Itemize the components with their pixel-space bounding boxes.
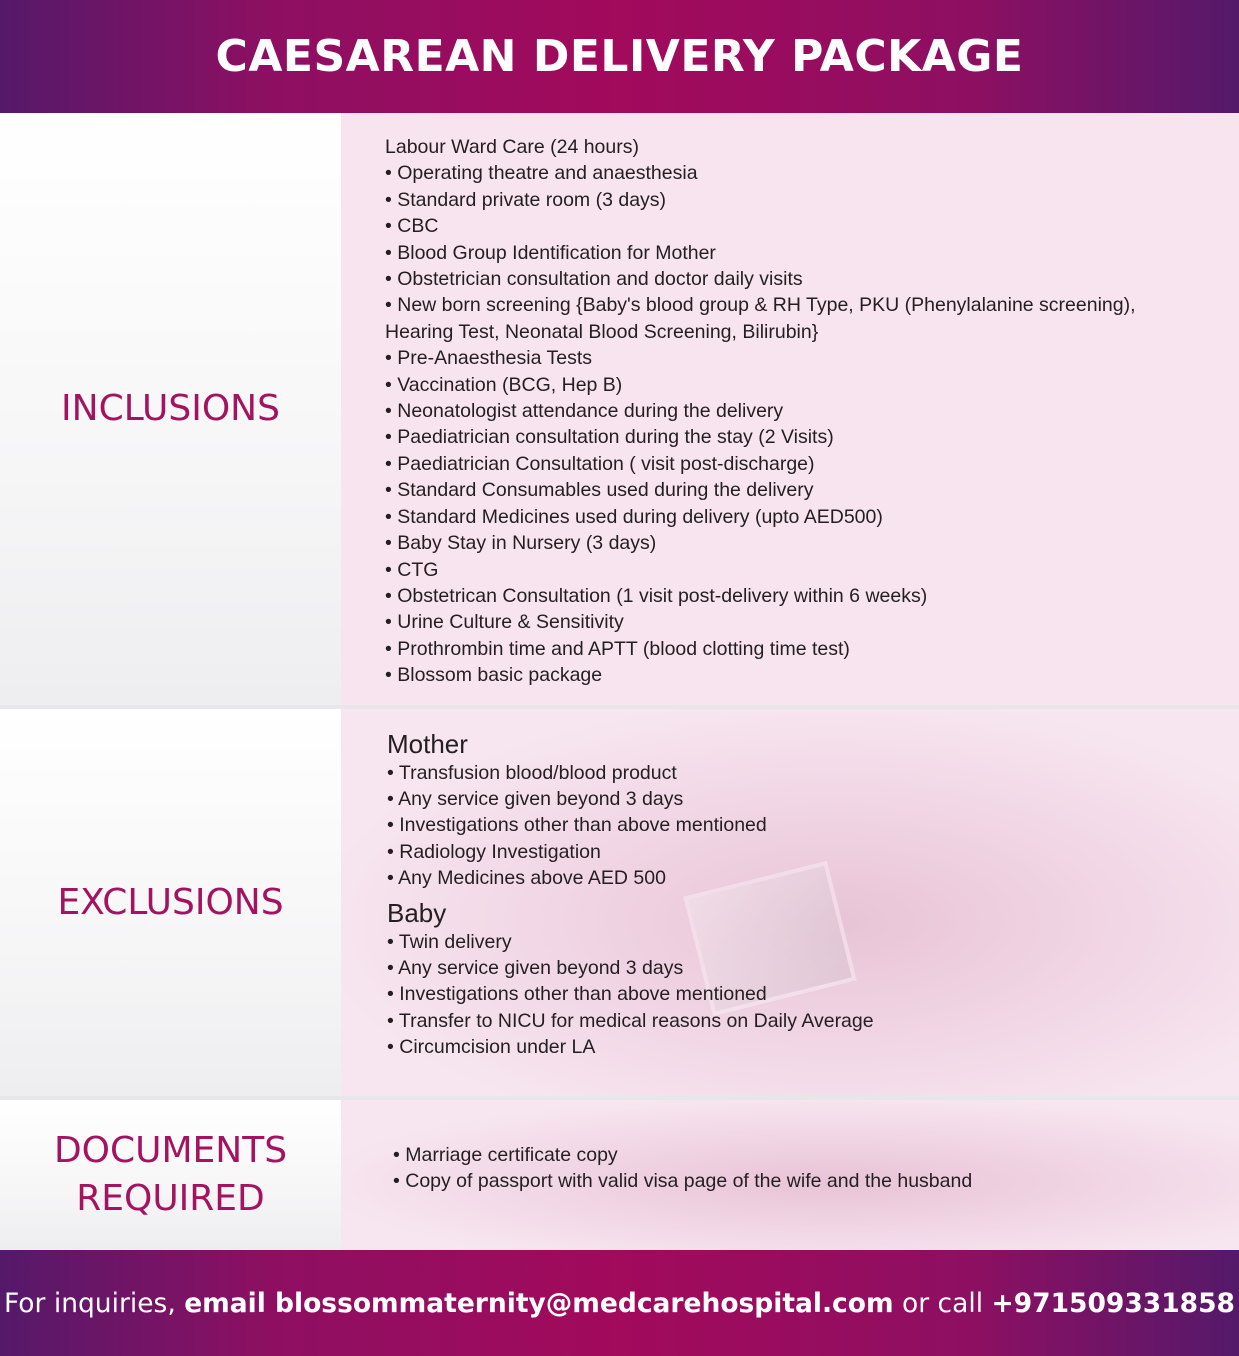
contact-phone[interactable]: +971509331858 bbox=[991, 1287, 1235, 1319]
list-item: • Operating theatre and anaesthesia bbox=[385, 162, 698, 185]
exclusions-label: EXCLUSIONS bbox=[57, 881, 284, 923]
list-item: • Prothrombin time and APTT (blood clotting time test) bbox=[385, 637, 850, 660]
documents-list bbox=[393, 1142, 972, 1195]
list-item: • Standard Medicines used during delivery (upto AED500) bbox=[385, 505, 883, 528]
list-item: • Twin delivery bbox=[387, 931, 512, 953]
list-item: • New born screening {Baby's blood group & RH Type, PKU (Phenylalanine screening), bbox=[385, 294, 1136, 317]
list-item: • Neonatologist attendance during the delivery bbox=[385, 400, 784, 423]
inclusions-label: INCLUSIONS bbox=[61, 388, 280, 429]
mother-exclusions bbox=[387, 729, 767, 891]
list-item: • Circumcision under LA bbox=[387, 1035, 596, 1058]
list-item: • Urine Culture & Sensitivity bbox=[385, 611, 624, 634]
documents-label-cell bbox=[0, 1100, 341, 1250]
contact-email[interactable]: email blossommaternity@medcarehospital.com bbox=[184, 1287, 894, 1319]
list-item: • Any service given beyond 3 days bbox=[387, 788, 684, 811]
inclusions-content bbox=[341, 113, 1239, 705]
baby-exclusions-list bbox=[387, 929, 874, 1060]
exclusions-section bbox=[0, 709, 1239, 1096]
exclusions-label-cell bbox=[0, 709, 341, 1096]
list-item: • Paediatrician Consultation ( visit post-discharge) bbox=[385, 452, 815, 475]
list-item: • Radiology Investigation bbox=[387, 840, 601, 863]
list-item: • Pre-Anaesthesia Tests bbox=[385, 347, 592, 370]
mother-heading: Mother bbox=[387, 729, 468, 759]
header-banner bbox=[0, 0, 1239, 113]
contact-line bbox=[4, 1288, 1235, 1319]
list-item: Labour Ward Care (24 hours) bbox=[385, 136, 639, 158]
documents-section bbox=[0, 1100, 1239, 1250]
contact-middle: or call bbox=[893, 1287, 992, 1319]
list-item: • CBC bbox=[385, 215, 439, 238]
page-title: CAESAREAN DELIVERY PACKAGE bbox=[215, 31, 1024, 82]
list-item: • Investigations other than above mentioned bbox=[387, 814, 767, 837]
inclusions-label-cell bbox=[0, 113, 341, 705]
list-item: • Paediatrician consultation during the stay (2 Visits) bbox=[385, 426, 834, 449]
list-item: • Marriage certificate copy bbox=[393, 1144, 618, 1166]
baby-exclusions bbox=[387, 898, 874, 1060]
list-item: • Investigations other than above mentioned bbox=[387, 983, 767, 1006]
list-item: • CTG bbox=[385, 558, 439, 581]
list-item: Hearing Test, Neonatal Blood Screening, Bilirubin} bbox=[385, 320, 819, 343]
list-item: • Any Medicines above AED 500 bbox=[387, 866, 666, 889]
list-item: • Obstetrician consultation and doctor daily visits bbox=[385, 268, 803, 291]
list-item: • Transfer to NICU for medical reasons on Daily Average bbox=[387, 1009, 874, 1032]
exclusions-content bbox=[341, 709, 1239, 1096]
list-item: • Baby Stay in Nursery (3 days) bbox=[385, 532, 657, 555]
list-item: • Blossom basic package bbox=[385, 664, 603, 687]
inclusions-list bbox=[385, 134, 1136, 689]
list-item: • Copy of passport with valid visa page of the wife and the husband bbox=[393, 1170, 973, 1193]
contact-prefix: For inquiries, bbox=[4, 1287, 185, 1319]
list-item: • Standard private room (3 days) bbox=[385, 188, 667, 211]
list-item: • Obstetrican Consultation (1 visit post-delivery within 6 weeks) bbox=[385, 584, 928, 607]
inclusions-section bbox=[0, 113, 1239, 705]
documents-label: DOCUMENTS REQUIRED bbox=[53, 1130, 288, 1219]
mother-exclusions-list bbox=[387, 760, 767, 891]
footer-banner bbox=[0, 1250, 1239, 1356]
list-item: • Blood Group Identification for Mother bbox=[385, 241, 716, 264]
list-item: • Transfusion blood/blood product bbox=[387, 762, 677, 784]
baby-heading: Baby bbox=[387, 898, 447, 928]
list-item: • Standard Consumables used during the delivery bbox=[385, 479, 814, 502]
list-item: • Any service given beyond 3 days bbox=[387, 957, 684, 980]
documents-content bbox=[341, 1100, 1239, 1250]
list-item: • Vaccination (BCG, Hep B) bbox=[385, 373, 623, 396]
